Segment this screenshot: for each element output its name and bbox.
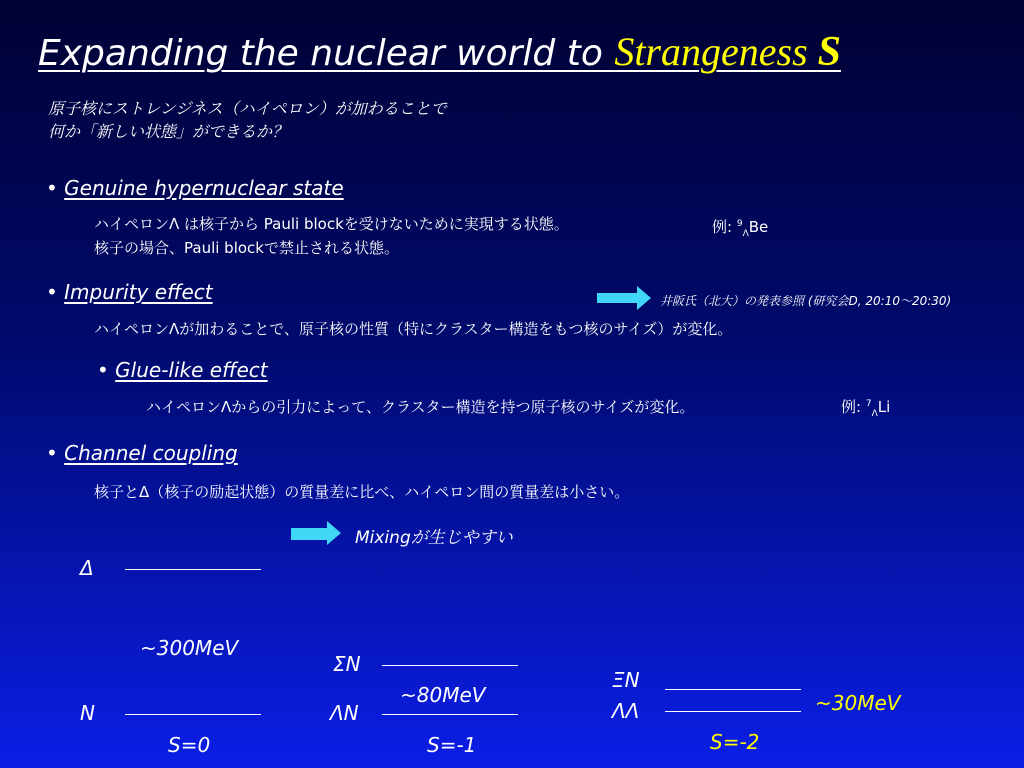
level-label-xin: ΞN <box>612 668 640 692</box>
bullet-icon: • <box>97 358 116 382</box>
level-label-n: N <box>80 701 95 725</box>
bullet-icon: • <box>46 176 65 200</box>
strangeness-label-s2: S=-2 <box>710 730 760 754</box>
level-label-lambdalambda: ΛΛ <box>612 699 640 723</box>
channel-label: Channel coupling <box>64 441 238 465</box>
impurity-label: Impurity effect <box>64 280 213 304</box>
right-arrow-icon <box>291 528 327 540</box>
bullet-icon: • <box>46 441 65 465</box>
genuine-example: 例: $^9_\Lambda$Be <box>712 218 769 239</box>
glue-example: 例: $^7_\Lambda$Li <box>841 398 891 419</box>
bullet-icon: • <box>46 280 65 304</box>
genuine-label: Genuine hypernuclear state <box>64 176 344 200</box>
gap-label-s2: ~30MeV <box>815 691 901 715</box>
subtitle <box>48 97 447 143</box>
level-line-delta <box>125 569 261 570</box>
level-line-xin <box>665 689 801 690</box>
right-arrow-icon <box>597 293 637 303</box>
level-label-sigman: ΣN <box>333 652 361 676</box>
level-label-delta: Δ <box>80 556 94 580</box>
section-glue <box>97 358 268 382</box>
genuine-line2: 核子の場合、Pauli blockで禁止される状態。 <box>94 239 399 257</box>
title-strangeness: Strangeness <box>614 29 818 74</box>
section-channel <box>46 441 238 465</box>
title-main: Expanding the nuclear world to <box>38 33 615 74</box>
level-line-lambdan <box>382 714 518 715</box>
impurity-ref: 井阪氏（北大）の発表参照 (研究会D, 20:10～20:30) <box>660 294 952 308</box>
level-line-lambdalambda <box>665 711 801 712</box>
section-impurity <box>46 280 213 304</box>
level-line-n <box>125 714 261 715</box>
title-s: S <box>817 29 841 75</box>
section-genuine <box>46 176 344 200</box>
subtitle-line1: 原子核にストレンジネス（ハイペロン）が加わることで <box>48 99 447 118</box>
genuine-line1: ハイペロンΛ は核子から Pauli blockを受けないために実現する状態。 <box>94 215 569 233</box>
subtitle-line2: 何か「新しい状態」ができるか？ <box>48 122 289 141</box>
glue-line1: ハイペロンΛからの引力によって、クラスター構造を持つ原子核のサイズが変化。 <box>146 398 695 416</box>
page-title <box>38 28 841 76</box>
level-line-sigman <box>382 665 518 666</box>
impurity-line1: ハイペロンΛが加わることで、原子核の性質（特にクラスター構造をもつ核のサイズ）が変化。 <box>94 320 733 338</box>
strangeness-label-s0: S=0 <box>168 733 211 757</box>
glue-label: Glue-like effect <box>115 358 268 382</box>
strangeness-label-s1: S=-1 <box>427 733 477 757</box>
gap-label-s1: ~80MeV <box>400 683 486 707</box>
gap-label-s0: ~300MeV <box>140 636 239 660</box>
channel-line1: 核子とΔ（核子の励起状態）の質量差に比べ、ハイペロン間の質量差は小さい。 <box>94 483 630 501</box>
level-label-lambdan: ΛN <box>330 701 359 725</box>
channel-mixing: Mixingが生じやすい <box>355 528 513 548</box>
